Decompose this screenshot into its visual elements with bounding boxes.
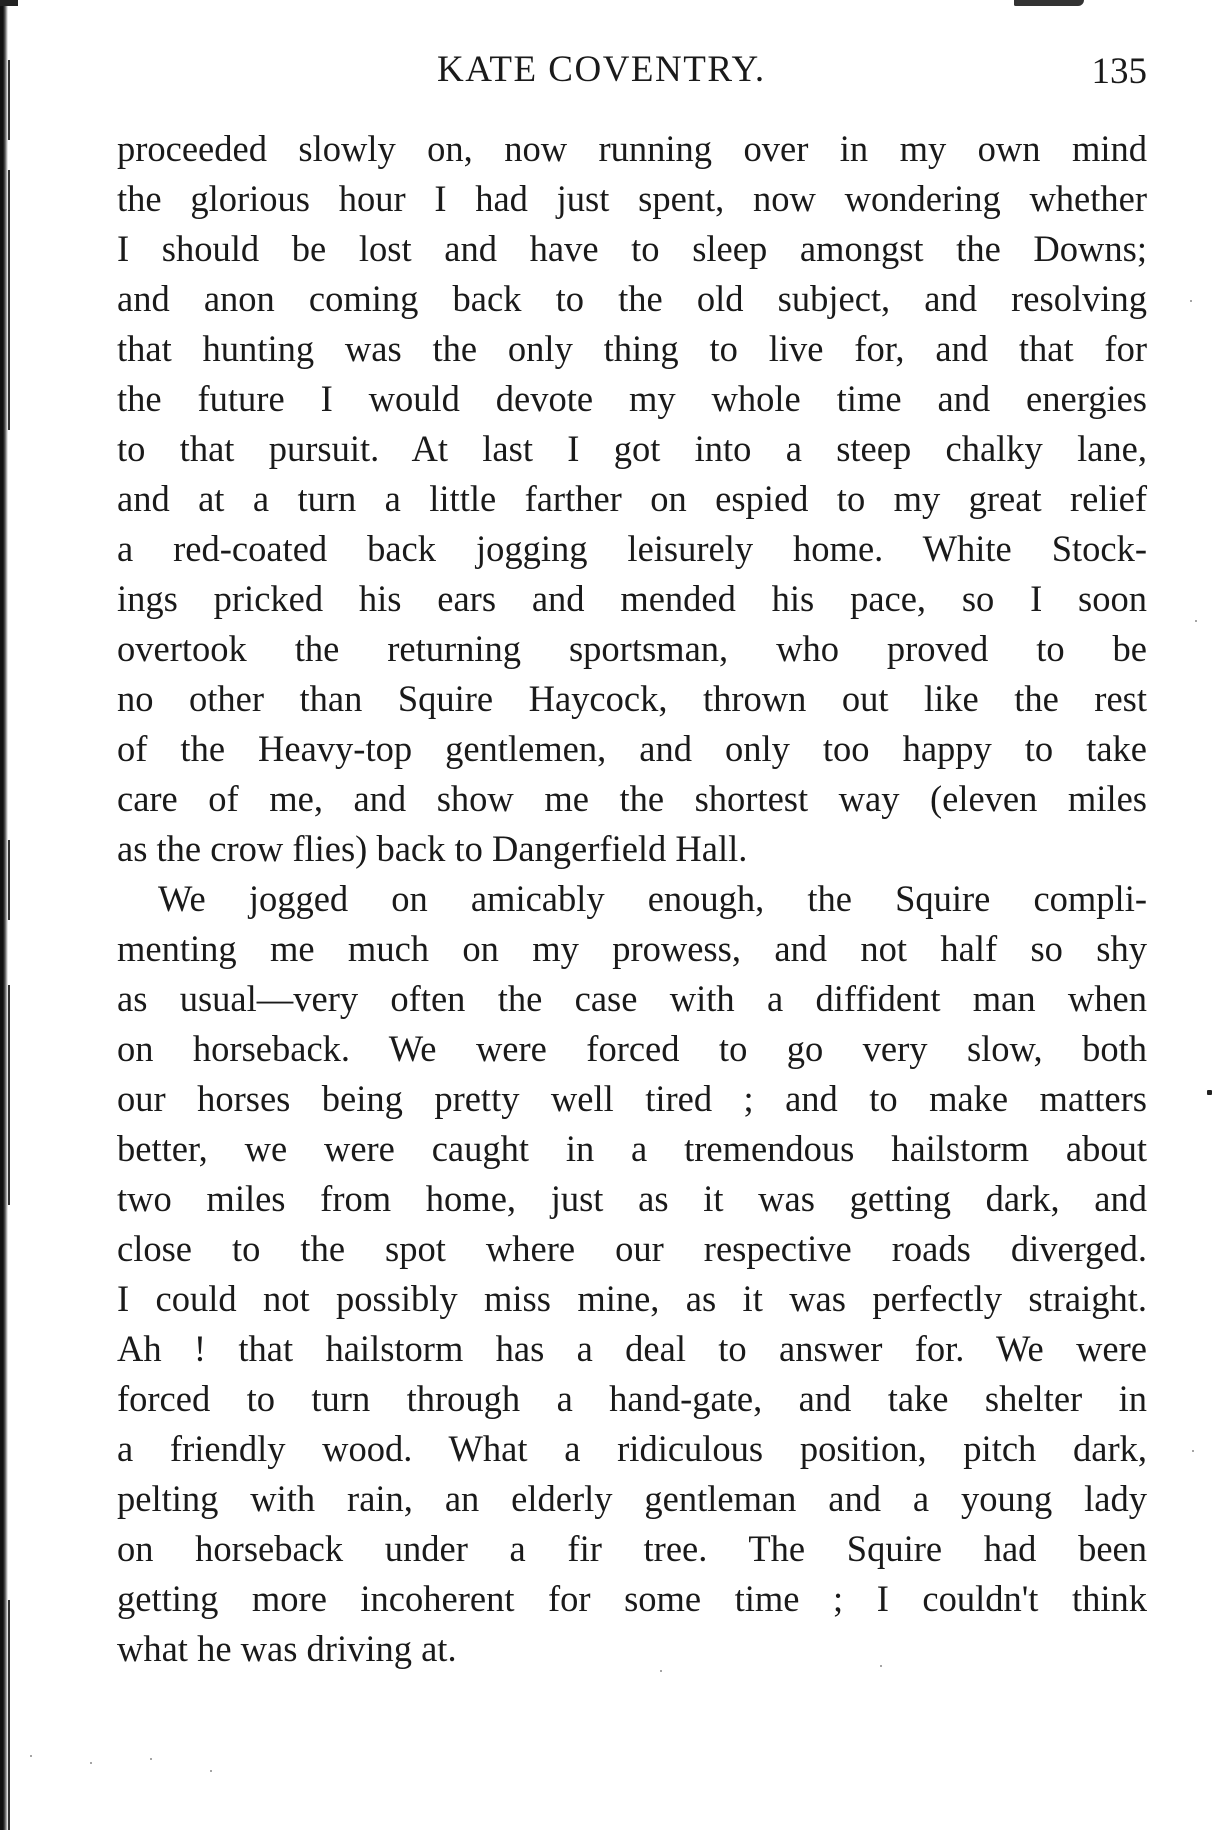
- text-line: getting more incoherent for some time ; I couldn't think: [117, 1578, 1147, 1619]
- text-line: ings pricked his ears and mended his pace, so I soon: [117, 578, 1147, 619]
- text-line: I should be lost and have to sleep amongst the Downs;: [117, 228, 1147, 269]
- scan-speck: [210, 1770, 212, 1772]
- scan-top-edge: [0, 0, 18, 6]
- running-title: KATE COVENTRY.: [437, 49, 766, 90]
- text-line: forced to turn through a hand-gate, and take shelter in: [117, 1378, 1147, 1419]
- scan-speck: [1190, 300, 1192, 302]
- scan-left-edge: [0, 0, 8, 1830]
- text-line: as usual—very often the case with a diffident man when: [117, 978, 1147, 1019]
- body-text: [117, 124, 1147, 1674]
- scan-left-mark: [8, 840, 10, 920]
- text-line: Ah ! that hailstorm has a deal to answer for. We were: [117, 1328, 1147, 1369]
- scan-speck: [1195, 620, 1197, 622]
- text-line: a red-coated back jogging leisurely home. White Stock-: [117, 528, 1147, 569]
- text-line: to that pursuit. At last I got into a steep chalky lane,: [117, 428, 1147, 469]
- text-line: the glorious hour I had just spent, now wondering whether: [117, 178, 1147, 219]
- running-head: [117, 48, 1147, 100]
- text-line: a friendly wood. What a ridiculous position, pitch dark,: [117, 1428, 1147, 1469]
- page-number: 135: [1091, 51, 1147, 92]
- text-line: no other than Squire Haycock, thrown out like the rest: [117, 678, 1147, 719]
- text-line: We jogged on amicably enough, the Squire compli-: [158, 878, 1147, 919]
- scan-speck: [150, 1758, 152, 1760]
- scan-left-mark: [8, 1600, 10, 1830]
- text-line: the future I would devote my whole time and energies: [117, 378, 1147, 419]
- scan-left-mark: [8, 60, 10, 140]
- text-line: and at a turn a little farther on espied to my great relief: [117, 478, 1147, 519]
- text-line: our horses being pretty well tired ; and to make matters: [117, 1078, 1147, 1119]
- scan-left-mark: [8, 170, 10, 430]
- scan-speck: [1207, 1090, 1212, 1095]
- text-line: I could not possibly miss mine, as it was perfectly straight.: [117, 1278, 1147, 1319]
- scan-speck: [30, 1755, 32, 1757]
- text-line: pelting with rain, an elderly gentleman and a young lady: [117, 1478, 1147, 1519]
- text-line: on horseback. We were forced to go very slow, both: [117, 1028, 1147, 1069]
- text-line: what he was driving at.: [117, 1628, 457, 1669]
- text-line: of the Heavy-top gentlemen, and only too happy to take: [117, 728, 1147, 769]
- scan-speck: [1192, 1450, 1194, 1452]
- text-line: and anon coming back to the old subject, and resolving: [117, 278, 1147, 319]
- text-line: proceeded slowly on, now running over in my own mind: [117, 128, 1147, 169]
- text-line: menting me much on my prowess, and not half so shy: [117, 928, 1147, 969]
- text-line: overtook the returning sportsman, who proved to be: [117, 628, 1147, 669]
- text-line: better, we were caught in a tremendous hailstorm about: [117, 1128, 1147, 1169]
- text-line: as the crow flies) back to Dangerfield Hall.: [117, 828, 748, 869]
- text-line: care of me, and show me the shortest way (eleven miles: [117, 778, 1147, 819]
- scan-top-mark: [1014, 0, 1084, 6]
- text-line: close to the spot where our respective roads diverged.: [117, 1228, 1147, 1269]
- text-line: on horseback under a fir tree. The Squire had been: [117, 1528, 1147, 1569]
- text-line: two miles from home, just as it was getting dark, and: [117, 1178, 1147, 1219]
- text-line: that hunting was the only thing to live for, and that for: [117, 328, 1147, 369]
- scan-left-mark: [8, 985, 10, 1205]
- scan-speck: [90, 1762, 92, 1764]
